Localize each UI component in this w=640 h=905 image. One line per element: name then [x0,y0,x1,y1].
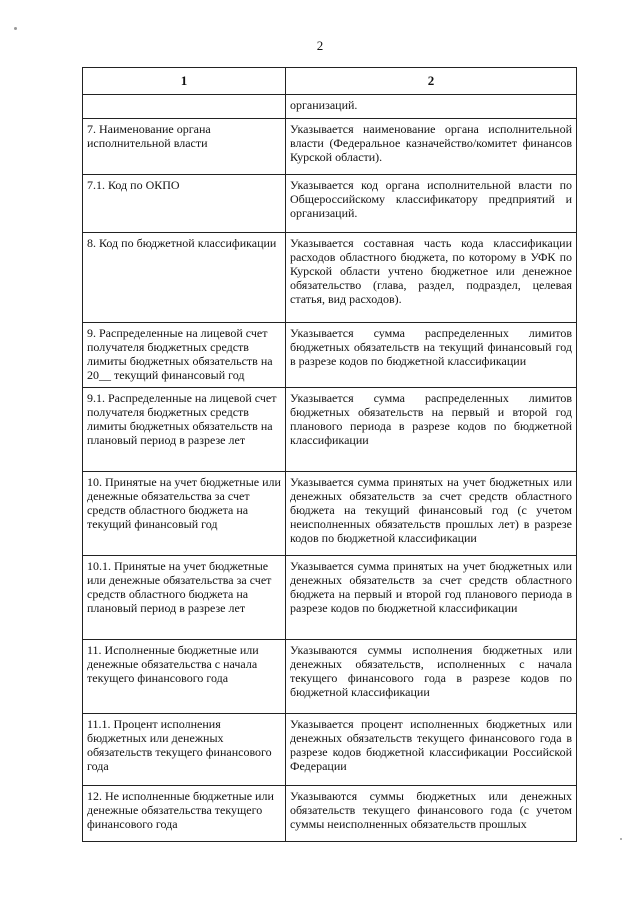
field-name-cell: 9. Распределенные на лицевой счет получателя бюджетных средств лимиты бюджетных обязательств на 20__ текущий финансовый год [83,323,286,388]
field-description-cell: Указывается составная часть кода классификации расходов областного бюджета, по которому в УФК по Курской области учтено бюджетное или денежное обязательство (глава, раздел, подраздел, целевая статья, вид расходов). [286,233,577,323]
page-number: 2 [316,38,324,53]
instructions-table [82,67,577,842]
scan-speck [620,838,622,840]
field-name-cell: 12. Не исполненные бюджетные или денежные обязательства текущего финансового года [83,786,286,842]
field-description-cell: Указывается наименование органа исполнительной власти (Федеральное казначейство/комитет финансов Курской области). [286,119,577,175]
field-name-cell: 8. Код по бюджетной классификации [83,233,286,323]
field-description-cell: Указывается код органа исполнительной власти по Общероссийскому классификатору предприятий и организаций. [286,175,577,233]
field-name-cell: 10.1. Принятые на учет бюджетные или денежные обязательства за счет средств областного бюджета на плановый период в разрезе лет [83,556,286,640]
column-header-2: 2 [286,68,577,95]
table-row [83,233,577,323]
table-row [83,95,577,119]
table-row [83,388,577,472]
scan-speck [14,27,17,30]
table-row [83,472,577,556]
table-row [83,714,577,786]
field-name-cell: 7.1. Код по ОКПО [83,175,286,233]
field-name-cell: 9.1. Распределенные на лицевой счет получателя бюджетных средств лимиты бюджетных обязательств на плановый период в разрезе лет [83,388,286,472]
table-row [83,556,577,640]
field-name-cell [83,95,286,119]
field-name-cell: 7. Наименование органа исполнительной власти [83,119,286,175]
field-description-cell: организаций. [286,95,577,119]
field-description-cell: Указываются суммы исполнения бюджетных или денежных обязательств, исполненных с начала текущего финансового года в разрезе кодов по бюджетной классификации [286,640,577,714]
field-description-cell: Указывается процент исполненных бюджетных или денежных обязательств текущего финансового года в разрезе кодов бюджетной классификации Российской Федерации [286,714,577,786]
table-row [83,323,577,388]
field-name-cell: 10. Принятые на учет бюджетные или денежные обязательства за счет средств областного бюджета на текущий финансовый год [83,472,286,556]
field-name-cell: 11.1. Процент исполнения бюджетных или денежных обязательств текущего финансового года [83,714,286,786]
table-row [83,175,577,233]
field-description-cell: Указывается сумма принятых на учет бюджетных или денежных обязательств за счет средств областного бюджета на первый и второй год планового периода в разрезе кодов по бюджетной классификации [286,556,577,640]
field-description-cell: Указывается сумма распределенных лимитов бюджетных обязательств на текущий финансовый год в разрезе кодов по бюджетной классификации [286,323,577,388]
table-row [83,786,577,842]
field-name-cell: 11. Исполненные бюджетные или денежные обязательства с начала текущего финансового года [83,640,286,714]
field-description-cell: Указываются суммы бюджетных или денежных обязательств текущего финансового года (с учетом суммы неисполненных обязательств прошлых [286,786,577,842]
column-header-1: 1 [83,68,286,95]
table-row [83,119,577,175]
header-row [83,68,577,95]
field-description-cell: Указывается сумма принятых на учет бюджетных или денежных обязательств за счет средств областного бюджета на текущий финансовый год (с учетом неисполненных обязательств прошлых лет) в разрезе кодов по бюджетной классификации [286,472,577,556]
field-description-cell: Указывается сумма распределенных лимитов бюджетных обязательств на первый и второй год планового периода в разрезе кодов по бюджетной классификации [286,388,577,472]
table-row [83,640,577,714]
